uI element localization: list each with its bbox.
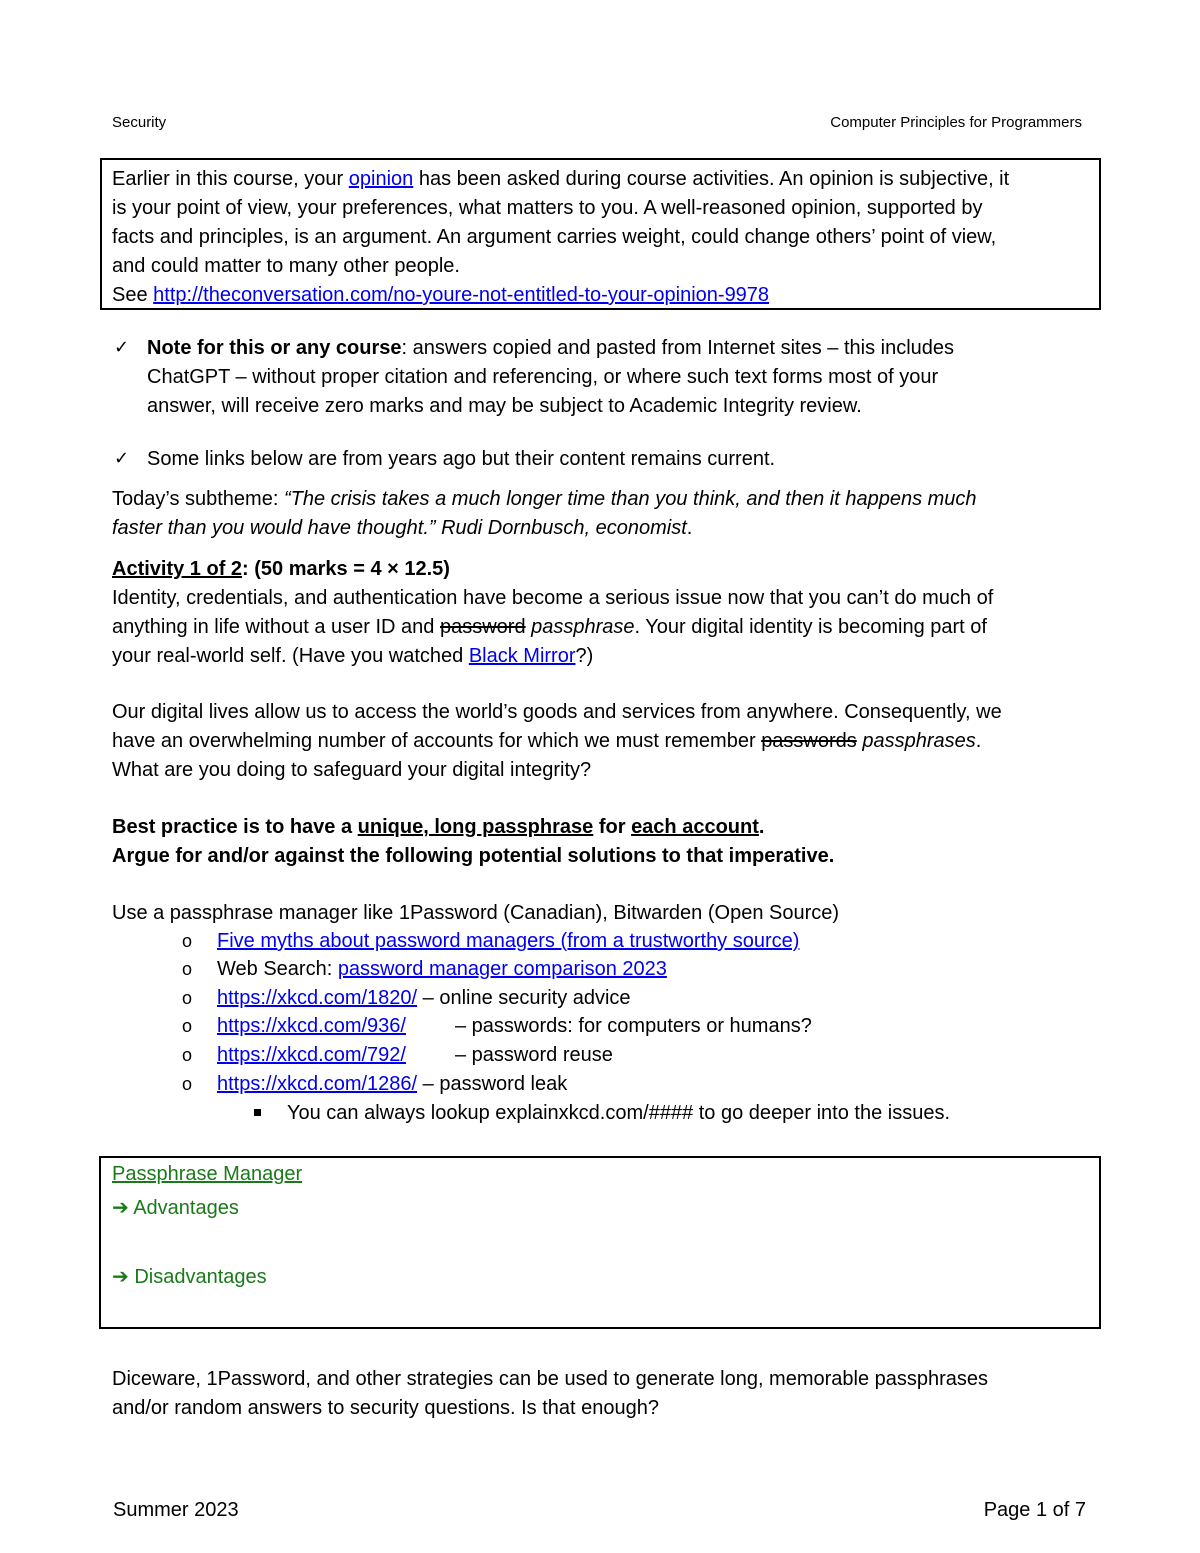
bullet-icon: o xyxy=(182,1045,193,1065)
web-search-item: Web Search: password manager comparison 2023 xyxy=(217,958,667,980)
bullet-icon: o xyxy=(182,931,193,951)
xkcd-936-link[interactable]: https://xkcd.com/936/ xyxy=(217,1015,406,1037)
opinion-link[interactable]: opinion xyxy=(348,168,414,190)
footer-left: Summer 2023 xyxy=(113,1499,239,1521)
checkmark-icon: ✓ xyxy=(114,448,130,468)
bullet-icon: o xyxy=(182,988,193,1008)
myths-link[interactable]: Five myths about password managers (from a trustworthy source) xyxy=(217,930,800,952)
explainxkcd-note: You can always lookup explainxkcd.com/#### to go deeper into the issues. xyxy=(287,1102,951,1124)
checkmark-icon: ✓ xyxy=(114,337,130,357)
conversation-link[interactable]: http://theconversation.com/no-youre-not-entitled-to-your-opinion-9978 xyxy=(153,284,770,306)
xkcd-936-item xyxy=(217,1012,406,1041)
arrow-right-icon: ➔ xyxy=(112,1197,129,1219)
digital-lives-paragraph: Our digital lives allow us to access the world’s goods and services from anywhere. Consequently, we have an overwhelming number of accounts for which we must remember passwords passphrases. What are you doing to safeguard your digital integrity? xyxy=(112,701,1002,781)
xkcd-1820-link[interactable]: https://xkcd.com/1820/ xyxy=(217,987,418,1009)
xkcd-792-link[interactable]: https://xkcd.com/792/ xyxy=(217,1044,406,1066)
intro-text: Earlier in this course, your opinion has been asked during course activities. An opinion is subjective, it is your point of view, your preferences, what matters to you. A well-reasoned opinion, supported by facts and principles, is an argument. An argument carries weight, could change others’ point of view, and could matter to many other people. See http://theconversation.com/no-youre-not-entitled-to-your-opinion-9978 xyxy=(112,168,1010,306)
search-link[interactable]: password manager comparison 2023 xyxy=(337,958,667,980)
xkcd-1820-item: https://xkcd.com/1820/ – online security advice xyxy=(217,987,631,1009)
best-practice: Best practice is to have a unique, long passphrase for each account. Argue for and/or against the following potential solutions to that imperative. xyxy=(112,816,835,867)
use-manager-text: Use a passphrase manager like 1Password (Canadian), Bitwarden (Open Source) xyxy=(112,902,840,924)
xkcd-1286-item: https://xkcd.com/1286/ – password leak xyxy=(217,1073,568,1095)
footer-right: Page 1 of 7 xyxy=(983,1499,1086,1521)
closing-paragraph: Diceware, 1Password, and other strategies can be used to generate long, memorable passphrases and/or random answers to security questions. Is that enough? xyxy=(112,1368,989,1419)
square-bullet-icon xyxy=(254,1109,261,1116)
note-ai: Note for this or any course: answers copied and pasted from Internet sites – this includes ChatGPT – without proper citation and referencing, or where such text forms most of your answer, will receive zero marks and may be subject to Academic Integrity review. xyxy=(147,337,955,417)
black-mirror-link[interactable]: Black Mirror xyxy=(468,645,576,667)
passphrase-manager-heading: Passphrase Manager xyxy=(112,1163,303,1185)
bullet-icon: o xyxy=(182,1016,193,1036)
header-left: Security xyxy=(112,114,167,131)
xkcd-792-desc: – password reuse xyxy=(455,1044,613,1066)
bullet-icon: o xyxy=(182,1074,193,1094)
arrow-right-icon: ➔ xyxy=(112,1266,129,1288)
activity-section: Activity 1 of 2: (50 marks = 4 × 12.5) Identity, credentials, and authentication have become a serious issue now that you can’t do much of anything in life without a user ID and password passphrase. Your digital identity is becoming part of your real-world self. (Have you watched Black Mirror?) xyxy=(112,558,994,667)
subtheme: Today’s subtheme: “The crisis takes a much longer time than you think, and then it happens much faster than you would have thought.” Rudi Dornbusch, economist. xyxy=(112,488,977,539)
xkcd-1286-link[interactable]: https://xkcd.com/1286/ xyxy=(217,1073,418,1095)
answer-box-content: Passphrase Manager ➔ Advantages ➔ Disadvantages xyxy=(112,1160,302,1292)
header-right: Computer Principles for Programmers xyxy=(830,114,1082,131)
activity-link[interactable]: Activity 1 of 2 xyxy=(112,558,243,580)
bullet-icon: o xyxy=(182,959,193,979)
xkcd-792-item xyxy=(217,1041,406,1070)
xkcd-936-desc: – passwords: for computers or humans? xyxy=(455,1015,812,1037)
note-links: Some links below are from years ago but their content remains current. xyxy=(147,448,776,470)
